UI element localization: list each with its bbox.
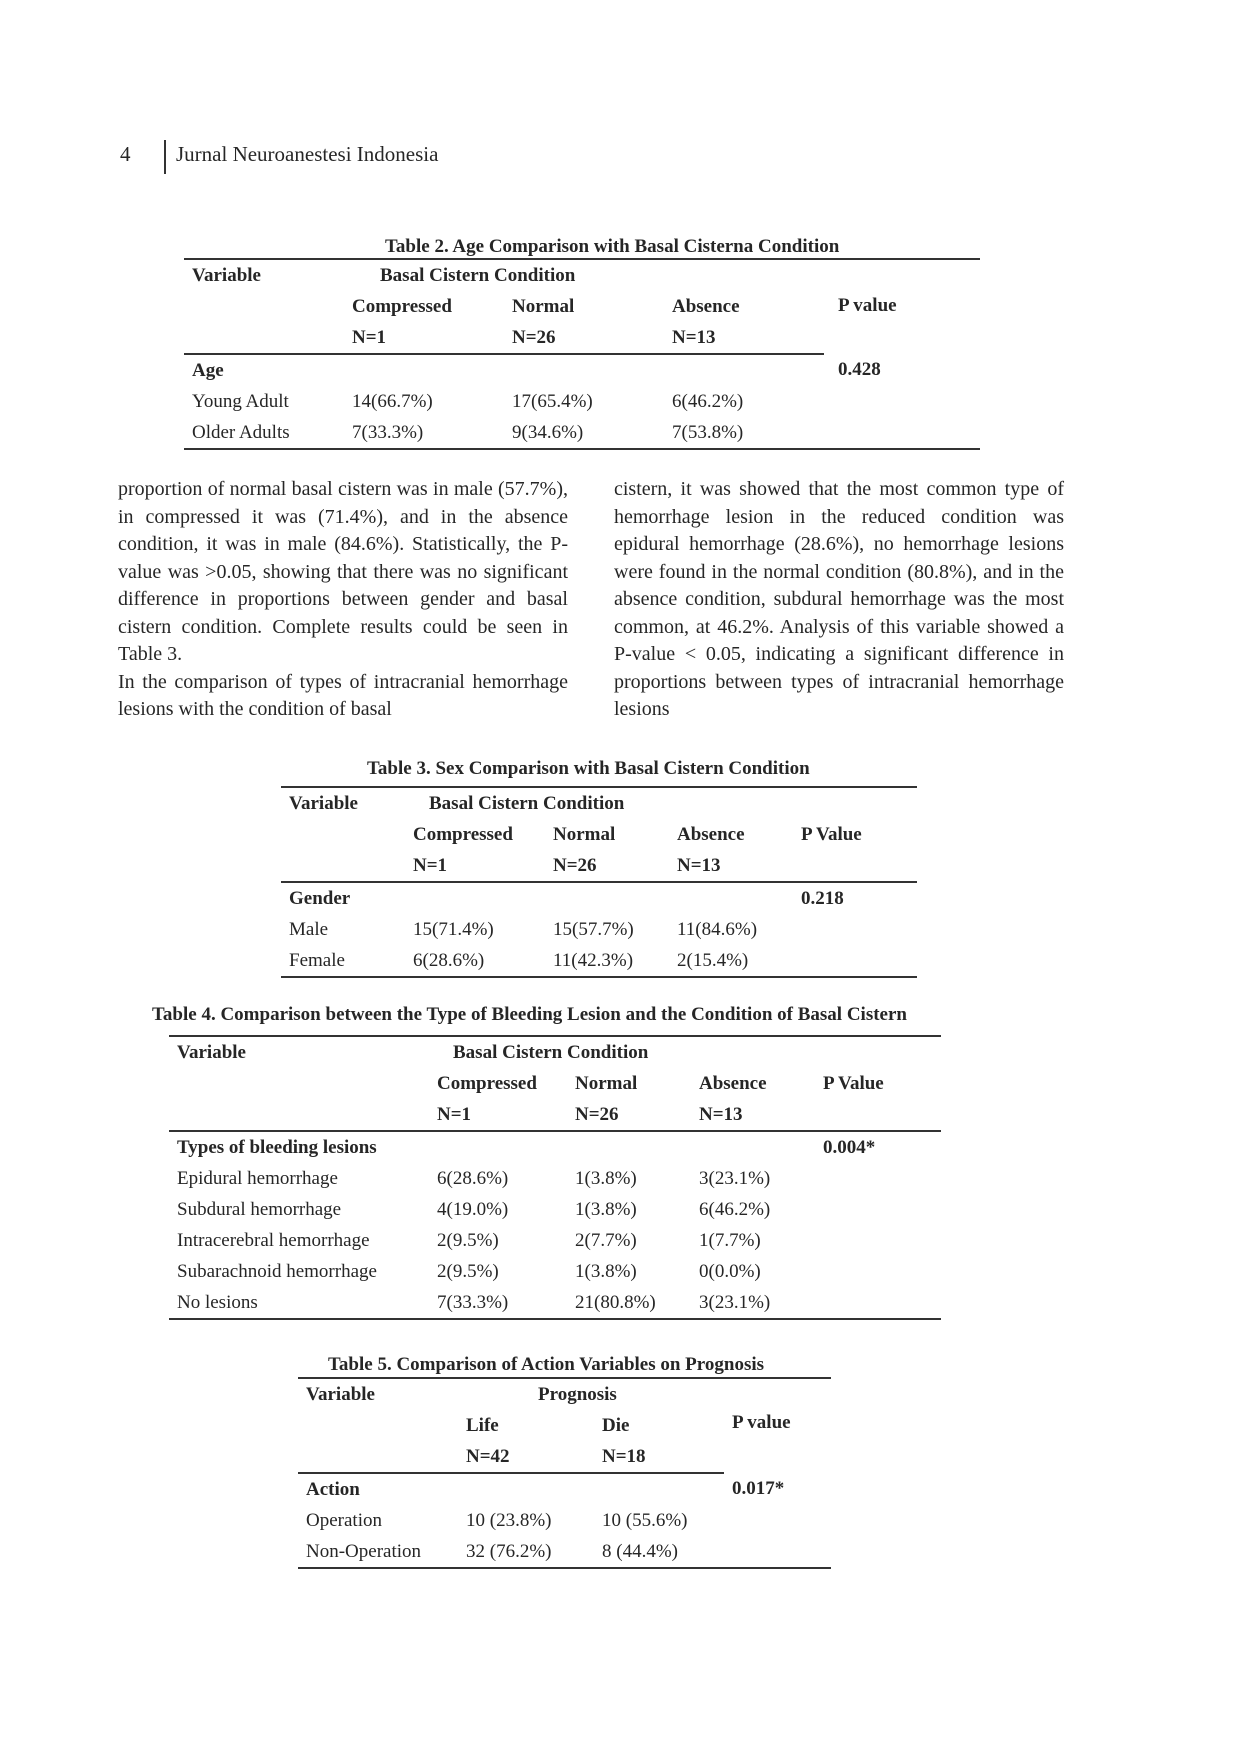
body-paragraph: proportion of normal basal cistern was in male (57.7%), in compressed it was (71.4%), and in the absence condition, it was in male (84.6%). Statistically, the P-value was >0.05, showing that there was no significant difference in proportions between gender and basal cistern condition. Complete results could be seen in Table 3. [118,478,568,665]
row-label: Female [281,945,405,977]
row-label: Subarachnoid hemorrhage [177,1260,377,1282]
table3-section: Gender [289,887,351,909]
table-row [298,1536,831,1568]
table5-n-die: N=18 [594,1441,724,1473]
cell: 15(57.7%) [553,918,634,940]
table2-caption: Table 2. Age Comparison with Basal Cisterna Condition [385,236,840,257]
table4-col-absence: Absence [699,1072,767,1094]
cell: 17(65.4%) [512,390,593,412]
cell: 3(23.1%) [699,1167,771,1189]
table-row [169,1194,941,1225]
table4-variable-label: Variable [169,1036,429,1068]
body-paragraph: In the comparison of types of intracranial hemorrhage lesions with the condition of basal [118,670,568,720]
table2-pvalue-label: P value [838,295,897,316]
table3 [281,786,917,978]
cell: 10 (55.6%) [602,1509,688,1531]
row-label: No lesions [169,1287,429,1319]
table3-n-normal: N=26 [545,850,669,882]
journal-title: Jurnal Neuroanestesi Indonesia [176,141,439,166]
table4-col-normal: Normal [575,1072,638,1094]
table4-group-label: Basal Cistern Condition [429,1036,691,1068]
cell: 1(7.7%) [699,1229,761,1251]
table-row [169,1256,941,1287]
table3-col-absence: Absence [677,823,745,845]
running-header [120,134,438,174]
table5-col-die: Die [602,1414,630,1436]
cell: 14(66.7%) [352,390,433,412]
cell: 7(33.3%) [429,1287,567,1319]
cell: 1(3.8%) [575,1198,637,1220]
cell: 6(28.6%) [437,1167,509,1189]
table2-n-absence: N=13 [664,322,824,354]
cell: 21(80.8%) [567,1287,691,1319]
table3-group-label: Basal Cistern Condition [405,787,669,819]
table-row [169,1163,941,1194]
table2-section: Age [192,359,224,381]
table4-pvalue: 0.004* [823,1136,876,1158]
table2-pvalue: 0.428 [838,359,881,380]
table4-pvalue-label: P Value [823,1072,884,1094]
table4-caption: Table 4. Comparison between the Type of Bleeding Lesion and the Condition of Basal Cistern [152,1004,907,1025]
cell: 11(42.3%) [545,945,669,977]
table2-group-label: Basal Cistern Condition [344,259,664,291]
table4 [169,1035,941,1320]
table-row [169,1287,941,1319]
cell: 2(9.5%) [437,1229,499,1251]
table2-col-compressed: Compressed [352,295,452,317]
table4-n-normal: N=26 [567,1099,691,1131]
table-row [169,1225,941,1256]
table3-variable-label: Variable [281,787,405,819]
table-row [298,1505,831,1536]
cell: 11(84.6%) [677,918,758,940]
table5-variable-label: Variable [298,1378,458,1410]
cell: 2(15.4%) [669,945,793,977]
table2-col-normal: Normal [512,295,575,317]
table-row [281,914,917,945]
table5-group-label: Prognosis [458,1378,724,1410]
row-label: Young Adult [192,390,289,412]
table5-col-life: Life [466,1414,499,1436]
table2-col-absence: Absence [672,295,740,317]
row-label: Subdural hemorrhage [177,1198,342,1220]
cell: 10 (23.8%) [466,1509,552,1531]
row-label: Older Adults [184,417,344,449]
table5-pvalue-label: P value [732,1412,791,1433]
table3-caption: Table 3. Sex Comparison with Basal Cistern Condition [367,758,810,779]
table-row [184,386,980,417]
body-column-right [614,476,1064,724]
cell: 7(53.8%) [664,417,824,449]
table3-col-compressed: Compressed [413,823,513,845]
table3-pvalue-label: P Value [801,823,862,845]
row-label: Non-Operation [298,1536,458,1568]
cell: 32 (76.2%) [458,1536,594,1568]
cell: 7(33.3%) [344,417,504,449]
table3-n-absence: N=13 [669,850,793,882]
table4-n-compressed: N=1 [429,1099,567,1131]
table3-n-compressed: N=1 [405,850,545,882]
table3-pvalue: 0.218 [801,887,844,909]
table5 [298,1377,831,1569]
cell: 2(7.7%) [575,1229,637,1251]
cell: 4(19.0%) [437,1198,509,1220]
table2 [184,258,980,450]
row-label: Operation [306,1509,382,1531]
table3-col-normal: Normal [553,823,616,845]
cell: 1(3.8%) [575,1260,637,1282]
cell: 6(28.6%) [405,945,545,977]
table2-variable-label: Variable [184,259,344,291]
cell: 3(23.1%) [691,1287,815,1319]
table5-pvalue: 0.017* [732,1478,785,1499]
row-label: Epidural hemorrhage [177,1167,338,1189]
header-divider [164,140,166,174]
table-row [281,945,917,977]
row-label: Intracerebral hemorrhage [177,1229,370,1251]
cell: 9(34.6%) [504,417,664,449]
cell: 8 (44.4%) [594,1536,724,1568]
body-column-left [118,476,568,724]
cell: 2(9.5%) [437,1260,499,1282]
table5-caption: Table 5. Comparison of Action Variables on Prognosis [328,1354,765,1375]
table4-col-compressed: Compressed [437,1072,537,1094]
table2-n-compressed: N=1 [344,322,504,354]
cell: 0(0.0%) [699,1260,761,1282]
cell: 1(3.8%) [575,1167,637,1189]
table4-n-absence: N=13 [691,1099,815,1131]
table5-section: Action [306,1478,360,1500]
table4-section: Types of bleeding lesions [177,1136,377,1158]
table-row [184,417,980,449]
cell: 6(46.2%) [672,390,744,412]
page-number: 4 [120,141,131,166]
row-label: Male [289,918,329,940]
cell: 15(71.4%) [413,918,494,940]
body-paragraph: cistern, it was showed that the most common type of hemorrhage lesion in the reduced condition was epidural hemorrhage (28.6%), no hemorrhage lesions were found in the normal condition (80.8%), and in the absence condition, subdural hemorrhage was the most common, at 46.2%. Analysis of this variable showed a P-value < 0.05, indicating a significant difference in proportions between types of intracranial hemorrhage lesions [614,478,1064,720]
table5-n-life: N=42 [458,1441,594,1473]
table2-n-normal: N=26 [504,322,664,354]
cell: 6(46.2%) [699,1198,771,1220]
